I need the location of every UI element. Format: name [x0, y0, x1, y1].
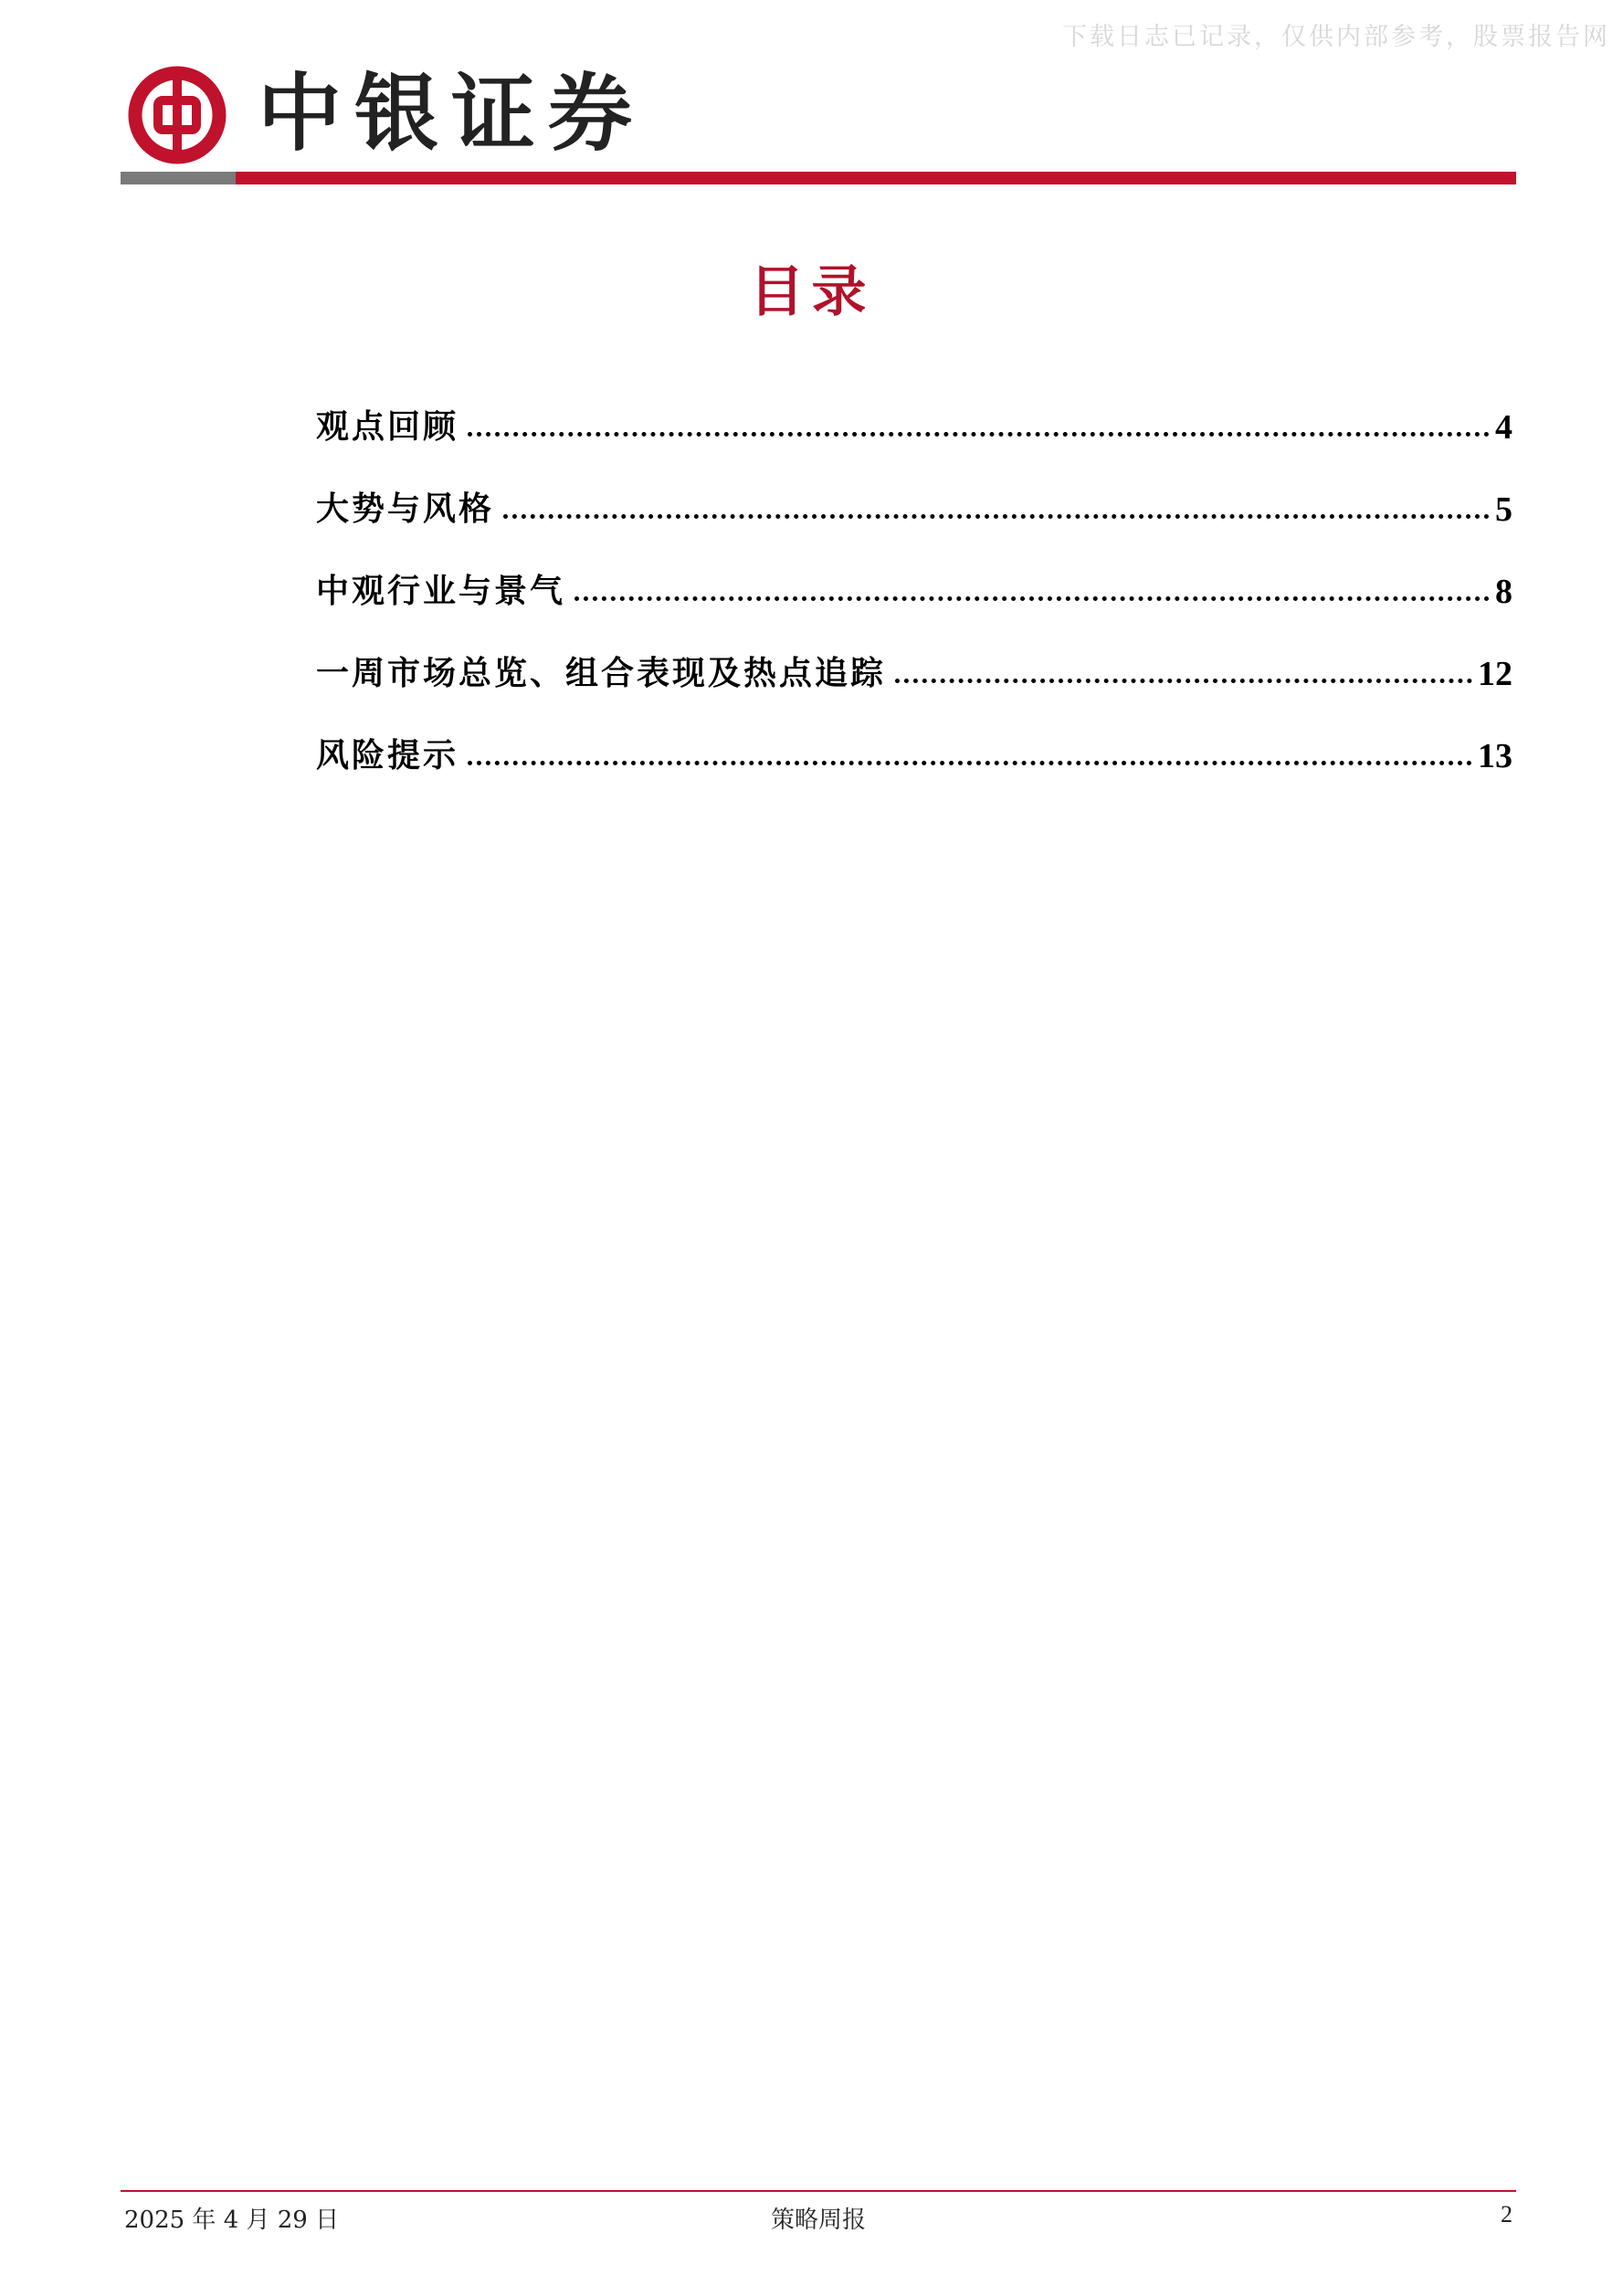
toc-leader-dots	[895, 678, 1472, 683]
toc-item-page: 4	[1495, 408, 1512, 447]
toc-item[interactable]	[316, 694, 1512, 776]
header-rule-red	[236, 172, 1516, 184]
toc-leader-dots	[468, 431, 1490, 437]
toc-item-label: 一周市场总览、组合表现及热点追踪	[316, 654, 887, 692]
toc-item[interactable]	[316, 365, 1512, 448]
page-header	[121, 62, 1516, 192]
toc-item-page: 13	[1478, 737, 1512, 775]
header-rule-gray	[121, 172, 236, 184]
footer-report-type: 策略周报	[770, 2206, 866, 2234]
footer-date: 2025 年 4 月 29 日	[124, 2206, 340, 2234]
footer-rule	[121, 2190, 1516, 2192]
footer-page-number: 2	[1501, 2201, 1512, 2228]
toc-item-label: 风险提示	[316, 736, 459, 774]
toc-item-page: 8	[1495, 573, 1512, 611]
brand-name: 中银证券	[258, 64, 646, 163]
toc-item[interactable]	[316, 448, 1512, 530]
watermark-text: 下载日志已记录，仅供内部参考，股票报告网	[1062, 23, 1610, 51]
bank-of-china-logo-icon	[128, 66, 227, 164]
toc-item[interactable]	[316, 612, 1512, 694]
toc-leader-dots	[503, 513, 1490, 519]
toc-item-label: 大势与风格	[316, 490, 495, 528]
toc-title: 目录	[749, 260, 874, 324]
toc-item[interactable]	[316, 530, 1512, 612]
toc-item-page: 12	[1478, 655, 1512, 693]
table-of-contents	[316, 365, 1512, 776]
page-footer	[121, 2201, 1516, 2238]
toc-item-label: 中观行业与景气	[316, 572, 566, 610]
toc-item-label: 观点回顾	[316, 407, 459, 446]
toc-leader-dots	[468, 760, 1472, 765]
toc-leader-dots	[574, 595, 1490, 601]
toc-item-page: 5	[1495, 490, 1512, 529]
